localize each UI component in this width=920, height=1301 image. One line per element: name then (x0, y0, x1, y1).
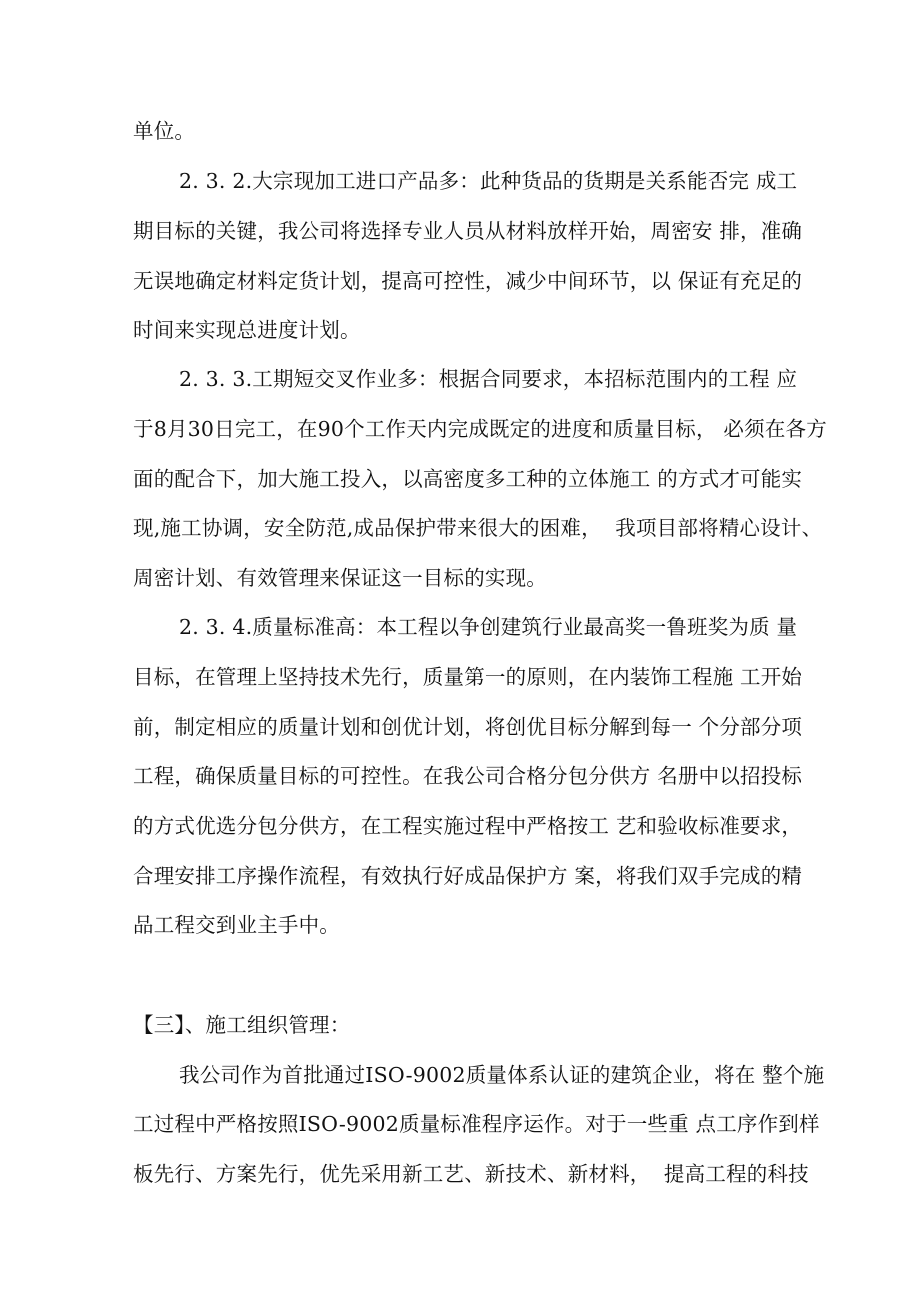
text-line: 于8月30日完工，在90个工作天内完成既定的进度和质量目标， 必须在各方 (133, 417, 827, 441)
text-line: 面的配合下，加大施工投入，以高密度多工种的立体施工 的方式才可能实 (133, 467, 803, 491)
text-line: 时间来实现总进度计划。 (133, 318, 361, 342)
text-line: 前，制定相应的质量计划和创优计划，将创优目标分解到每一 个分部分项 (133, 715, 803, 739)
text-line: 工程，确保质量目标的可控性。在我公司合格分包分供方 名册中以招投标 (133, 764, 803, 788)
section-title-construction-management: 【三】、施工组织管理： (133, 1013, 351, 1037)
text-line: 工过程中严格按照ISO-9002质量标准程序运作。对于一些重 点工序作到样 (133, 1112, 820, 1136)
text-line: 周密计划、有效管理来保证这一目标的实现。 (133, 566, 547, 590)
text-line: 品工程交到业主手中。 (133, 913, 340, 937)
section-heading-2-3-3: 2. 3. 3.工期短交叉作业多：根据合同要求，本招标范围内的工程 应 (179, 367, 798, 391)
text-line: 的方式优选分包分供方，在工程实施过程中严格按工 艺和验收标准要求， (133, 814, 803, 838)
section-heading-2-3-4: 2. 3. 4.质量标准高：本工程以争创建筑行业最高奖一鲁班奖为质 量 (179, 615, 798, 639)
section-heading-2-3-2: 2. 3. 2.大宗现加工进口产品多：此种货品的货期是关系能否完 成工 (179, 169, 798, 193)
text-line: 合理安排工序操作流程，有效执行好成品保护方 案，将我们双手完成的精 (133, 864, 803, 888)
text-line: 单位。 (133, 119, 196, 143)
text-line: 无误地确定材料定货计划，提高可控性，减少中间环节，以 保证有充足的 (133, 269, 803, 293)
text-line: 板先行、方案先行，优先采用新工艺、新技术、新材料， 提高工程的科技 (133, 1162, 809, 1186)
text-line: 目标，在管理上坚持技术先行，质量第一的原则，在内装饰工程施 工开始 (133, 665, 803, 689)
text-line: 现,施工协调，安全防范,成品保护带来很大的困难， 我项目部将精心设计、 (133, 516, 823, 540)
text-line: 期目标的关键，我公司将选择专业人员从材料放样开始，周密安 排，准确 (133, 219, 803, 243)
paragraph-start: 我公司作为首批通过ISO-9002质量体系认证的建筑企业，将在 整个施 (179, 1063, 825, 1087)
